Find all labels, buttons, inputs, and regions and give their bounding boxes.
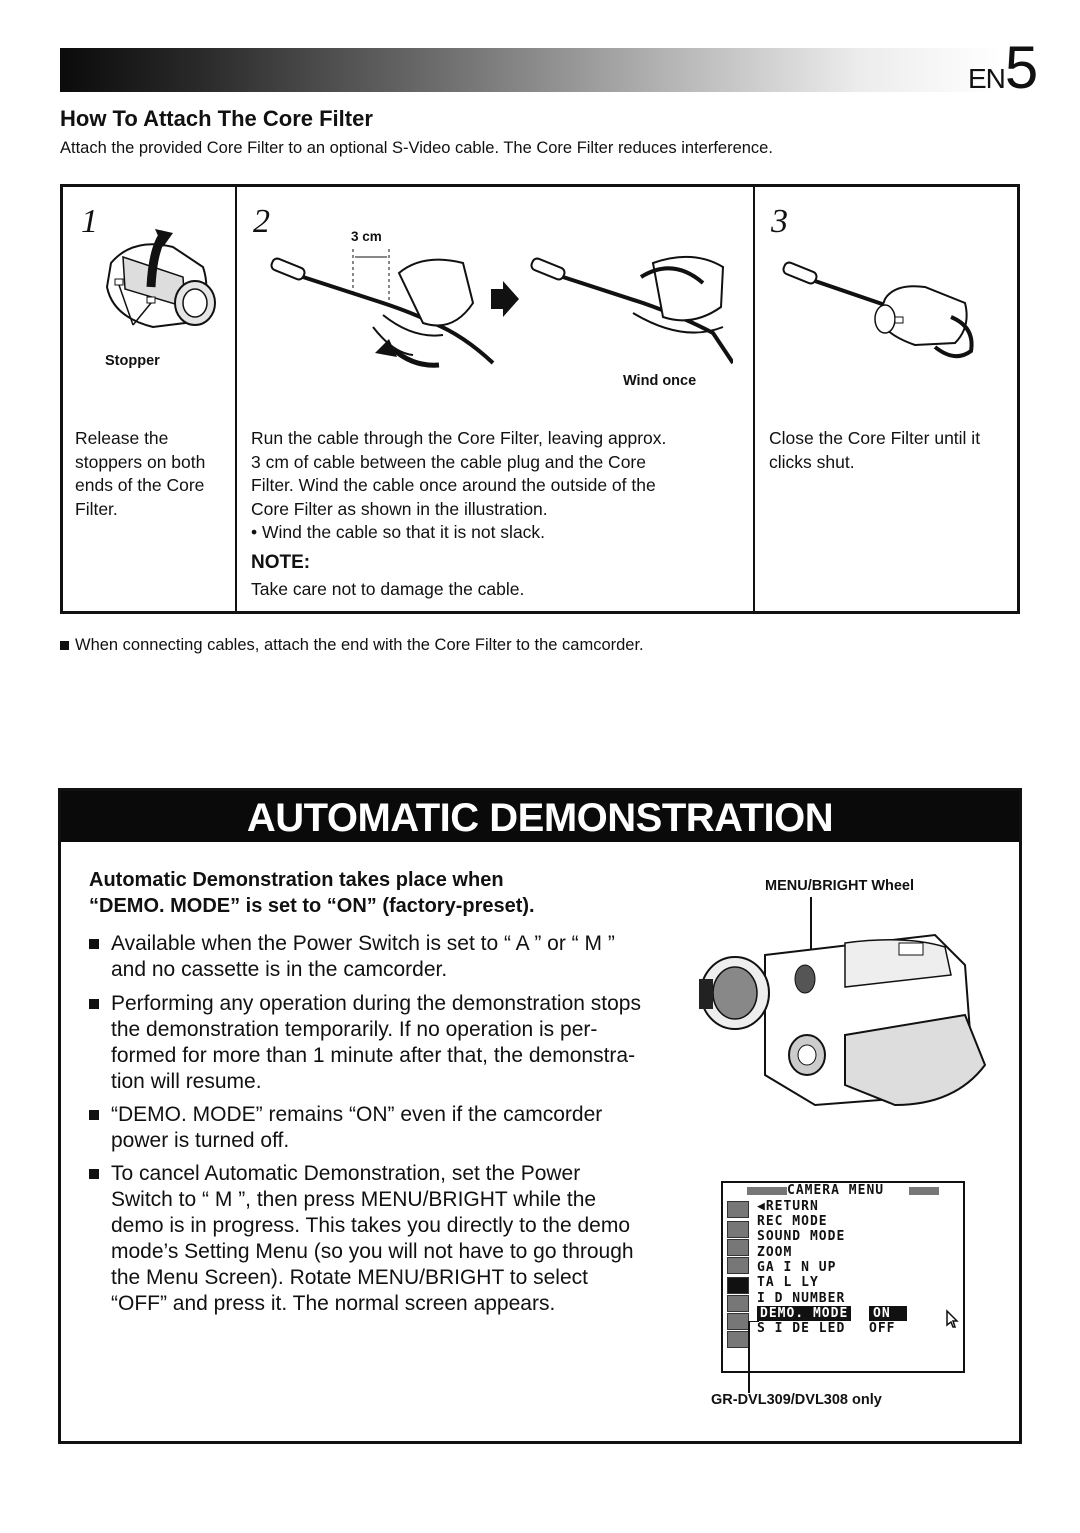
rec-mode-icon (727, 1221, 749, 1238)
demo-bullet (89, 931, 615, 983)
core-filter-intro: Attach the provided Core Filter to an optional S-Video cable. The Core Filter reduces interference. (60, 139, 773, 157)
text-line: To cancel Automatic Demonstration, set the Power (111, 1162, 581, 1185)
footnote-text: When connecting cables, attach the end with the Core Filter to the camcorder. (75, 636, 644, 654)
page-number-value: 5 (1004, 34, 1039, 101)
text-line: Close the Core Filter until it (769, 428, 981, 448)
text-line: Performing any operation during the demonstration stops (111, 992, 641, 1015)
side-led-value[interactable]: OFF (869, 1321, 896, 1336)
page-prefix: EN (968, 63, 1005, 94)
bullet-square (89, 1110, 99, 1120)
text-line: formed for more than 1 minute after that, the demonstra- (111, 1044, 636, 1067)
page-number (968, 34, 1039, 101)
step-3-text (769, 427, 980, 474)
menu-item-demo-mode[interactable]: DEMO. MODE (757, 1306, 851, 1321)
text-line: Release the (75, 428, 169, 448)
text-line: the Menu Screen). Rotate MENU/BRIGHT to select (111, 1266, 588, 1289)
step-1-text (75, 427, 205, 521)
text-line: Switch to “ M ”, then press MENU/BRIGHT while the (111, 1188, 597, 1211)
text-line: Core Filter as shown in the illustration. (251, 498, 548, 519)
text-line: • Wind the cable so that it is not slack. (251, 522, 546, 542)
sound-icon (727, 1239, 749, 1256)
step-number: 3 (771, 203, 788, 240)
connection-footnote (60, 636, 644, 655)
menu-item-id-number[interactable]: I D NUMBER (757, 1291, 846, 1306)
auto-manual-icon (727, 1277, 749, 1294)
column-divider (753, 187, 755, 611)
stopper-label: Stopper (105, 353, 160, 369)
text-line: Filter. Wind the cable once around the outside of the (251, 475, 656, 495)
demo-section (58, 788, 1022, 1444)
title-bar-left (747, 1187, 787, 1195)
text-line: Filter. (75, 498, 118, 519)
core-filter-open-illustration (93, 227, 223, 367)
menu-item-gain-up[interactable]: GA I N UP (757, 1260, 837, 1275)
text-line: “OFF” and press it. The normal screen appears. (111, 1292, 556, 1315)
page-header-bar (60, 48, 1000, 92)
core-filter-closed-illustration (775, 247, 985, 367)
manual-icon (727, 1295, 749, 1312)
zoom-icon (727, 1257, 749, 1274)
text-line: demo is in progress. This takes you directly to the demo (111, 1214, 631, 1237)
menu-item-rec-mode[interactable]: REC MODE (757, 1214, 828, 1229)
step-2-text (251, 427, 666, 602)
menu-item-zoom[interactable]: ZOOM (757, 1245, 793, 1260)
core-filter-title: How To Attach The Core Filter (60, 106, 373, 131)
text-line: “DEMO. MODE” remains “ON” even if the camcorder (111, 1103, 603, 1126)
bullet-square (89, 1169, 99, 1179)
demo-mode-value[interactable]: ON (869, 1306, 907, 1321)
menu-bright-wheel-label: MENU/BRIGHT Wheel (765, 878, 915, 894)
text-line: tion will resume. (111, 1070, 262, 1093)
note-text: Take care not to damage the cable. (251, 579, 525, 599)
text-line: ends of the Core (75, 475, 205, 495)
demo-banner: AUTOMATIC DEMONSTRATION (61, 791, 1019, 842)
note-heading: NOTE: (251, 551, 311, 573)
demo-bullet (89, 991, 641, 1095)
demo-bullet (89, 1161, 634, 1317)
step-number: 2 (253, 203, 270, 240)
demo-heading (89, 867, 535, 919)
text-line: Available when the Power Switch is set to “ A ” or “ M ” (111, 932, 615, 955)
text-line: clicks shut. (769, 451, 855, 472)
cursor-arrow-icon (945, 1309, 961, 1329)
bullet-square (89, 939, 99, 949)
menu-title: CAMERA MENU (787, 1183, 885, 1198)
title-bar-right (909, 1187, 939, 1195)
heading-line: Automatic Demonstration takes place when (89, 869, 504, 891)
model-note-leader (741, 1321, 761, 1395)
bullet-square (60, 641, 69, 650)
column-divider (235, 187, 237, 611)
menu-item-sound-mode[interactable]: SOUND MODE (757, 1229, 846, 1244)
menu-item-tally[interactable]: TA L LY (757, 1275, 819, 1290)
length-label: 3 cm (351, 229, 382, 244)
model-note: GR-DVL309/DVL308 only (711, 1392, 882, 1408)
text-line: mode’s Setting Menu (so you will not have to go through (111, 1240, 634, 1263)
core-filter-steps (60, 184, 1020, 614)
text-line: 3 cm of cable between the cable plug and the Core (251, 451, 646, 472)
demo-bullet (89, 1102, 602, 1154)
cable-winding-illustration (263, 243, 733, 383)
text-line: stoppers on both (75, 451, 206, 472)
menu-item-return[interactable]: ◀RETURN (757, 1199, 819, 1214)
text-line: power is turned off. (111, 1129, 290, 1152)
menu-item-side-led[interactable]: S I DE LED (757, 1321, 846, 1336)
text-line: and no cassette is in the camcorder. (111, 958, 448, 981)
camcorder-illustration (695, 895, 995, 1115)
text-line: Run the cable through the Core Filter, leaving approx. (251, 428, 667, 448)
heading-line: “DEMO. MODE” is set to “ON” (factory-preset). (89, 895, 535, 917)
return-icon (727, 1201, 749, 1218)
text-line: the demonstration temporarily. If no operation is per- (111, 1018, 598, 1041)
step-number: 1 (81, 203, 98, 240)
wind-once-label: Wind once (623, 373, 697, 389)
bullet-square (89, 999, 99, 1009)
